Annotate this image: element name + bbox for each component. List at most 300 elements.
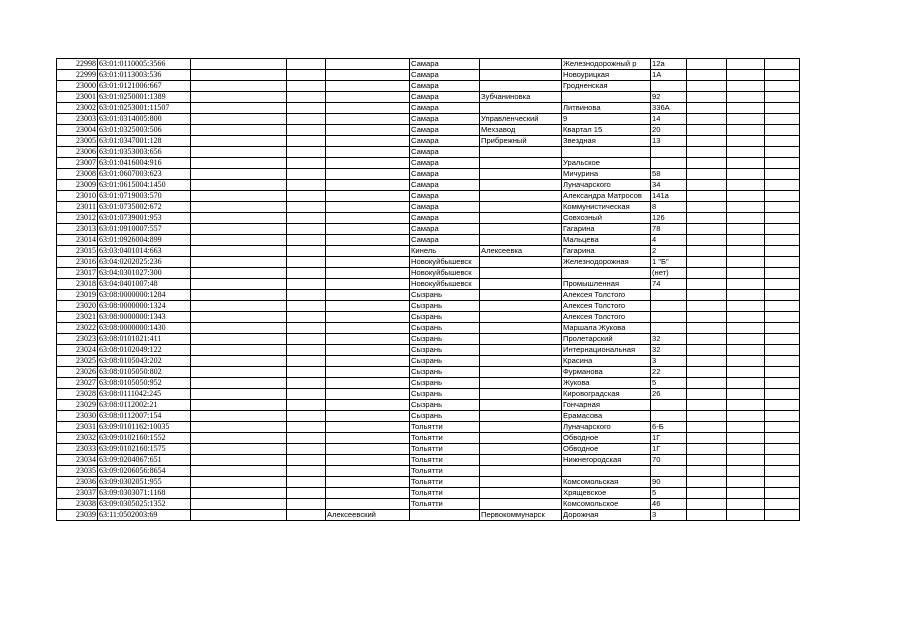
cell-col-d xyxy=(287,180,326,191)
cell-row-number: 23020 xyxy=(57,301,98,312)
table-row xyxy=(57,422,800,433)
cell-district xyxy=(326,59,410,70)
cell-col-c xyxy=(191,279,287,290)
cell-city: Новокуйбышевск xyxy=(410,279,480,290)
cell-col-k xyxy=(727,257,765,268)
cell-col-d xyxy=(287,488,326,499)
table-row xyxy=(57,356,800,367)
table-row xyxy=(57,510,800,521)
cell-col-c xyxy=(191,224,287,235)
cell-street: Железнодорожный р xyxy=(562,59,651,70)
table-body xyxy=(57,59,800,521)
cell-cadastral-number: 63:01:0325003:506 xyxy=(98,125,191,136)
cell-row-number: 23015 xyxy=(57,246,98,257)
cell-col-d xyxy=(287,455,326,466)
cell-district xyxy=(326,103,410,114)
cell-settlement xyxy=(480,499,562,510)
cell-street: Хрящевское xyxy=(562,488,651,499)
cell-street: Мичурина xyxy=(562,169,651,180)
table-row xyxy=(57,290,800,301)
cell-street: Фурманова xyxy=(562,367,651,378)
cell-col-l xyxy=(765,499,800,510)
cell-col-d xyxy=(287,92,326,103)
cell-col-d xyxy=(287,114,326,125)
cell-street: Комсомольское xyxy=(562,499,651,510)
cell-row-number: 23032 xyxy=(57,433,98,444)
cell-cadastral-number: 63:03:0401014:663 xyxy=(98,246,191,257)
cell-col-j xyxy=(687,378,727,389)
cell-house: 32 xyxy=(651,334,687,345)
cell-col-k xyxy=(727,268,765,279)
cell-col-c xyxy=(191,213,287,224)
cell-col-j xyxy=(687,477,727,488)
cell-col-l xyxy=(765,323,800,334)
cell-col-k xyxy=(727,422,765,433)
cell-house xyxy=(651,81,687,92)
cell-col-l xyxy=(765,290,800,301)
cell-house: 1Г xyxy=(651,433,687,444)
cell-street: Кировоградская xyxy=(562,389,651,400)
cell-settlement xyxy=(480,466,562,477)
cell-district xyxy=(326,312,410,323)
table-row xyxy=(57,136,800,147)
cell-street xyxy=(562,268,651,279)
cell-settlement xyxy=(480,455,562,466)
cell-col-k xyxy=(727,92,765,103)
cell-house: 5 xyxy=(651,378,687,389)
cell-col-d xyxy=(287,466,326,477)
cell-col-j xyxy=(687,202,727,213)
cell-col-d xyxy=(287,301,326,312)
cell-city: Сызрань xyxy=(410,378,480,389)
cell-col-c xyxy=(191,301,287,312)
cell-col-d xyxy=(287,213,326,224)
table-row xyxy=(57,268,800,279)
cell-district xyxy=(326,411,410,422)
cell-district xyxy=(326,202,410,213)
cell-col-c xyxy=(191,125,287,136)
cell-house xyxy=(651,411,687,422)
cell-street: 9 xyxy=(562,114,651,125)
cell-street: Новоурицкая xyxy=(562,70,651,81)
cell-city: Сызрань xyxy=(410,290,480,301)
cell-col-l xyxy=(765,180,800,191)
cell-col-k xyxy=(727,367,765,378)
cell-settlement xyxy=(480,59,562,70)
cell-district xyxy=(326,334,410,345)
cell-settlement xyxy=(480,334,562,345)
cell-col-l xyxy=(765,59,800,70)
cell-cadastral-number: 63:01:0735002:672 xyxy=(98,202,191,213)
table-row xyxy=(57,70,800,81)
cell-col-k xyxy=(727,235,765,246)
cell-street: Комсомольская xyxy=(562,477,651,488)
cell-col-l xyxy=(765,257,800,268)
table-row xyxy=(57,257,800,268)
cell-settlement xyxy=(480,411,562,422)
cell-col-k xyxy=(727,224,765,235)
cell-cadastral-number: 63:01:0615004:1450 xyxy=(98,180,191,191)
cell-city: Самара xyxy=(410,114,480,125)
cell-cadastral-number: 63:08:0102049:122 xyxy=(98,345,191,356)
cell-cadastral-number: 63:01:0607003:623 xyxy=(98,169,191,180)
cell-row-number: 22998 xyxy=(57,59,98,70)
cell-col-l xyxy=(765,136,800,147)
cell-city: Самара xyxy=(410,169,480,180)
cell-street: Обводное xyxy=(562,444,651,455)
cell-cadastral-number: 63:08:0105050:952 xyxy=(98,378,191,389)
cell-house: 46 xyxy=(651,499,687,510)
cell-city: Тольятти xyxy=(410,466,480,477)
cell-house: 74 xyxy=(651,279,687,290)
cell-district xyxy=(326,422,410,433)
cell-city: Кинель xyxy=(410,246,480,257)
cell-district xyxy=(326,499,410,510)
cell-settlement xyxy=(480,147,562,158)
cell-col-d xyxy=(287,290,326,301)
cell-col-k xyxy=(727,147,765,158)
cell-row-number: 23022 xyxy=(57,323,98,334)
cell-col-k xyxy=(727,246,765,257)
cell-street xyxy=(562,92,651,103)
cell-house: 1 "Б" xyxy=(651,257,687,268)
cell-district xyxy=(326,70,410,81)
cell-street: Гагарина xyxy=(562,224,651,235)
cell-district: Алексеевский xyxy=(326,510,410,521)
cell-col-k xyxy=(727,125,765,136)
cell-row-number: 23005 xyxy=(57,136,98,147)
cell-settlement xyxy=(480,81,562,92)
table-row xyxy=(57,488,800,499)
cell-col-k xyxy=(727,279,765,290)
cell-district xyxy=(326,136,410,147)
cell-settlement xyxy=(480,433,562,444)
cell-col-c xyxy=(191,180,287,191)
cell-street: Пролетарский xyxy=(562,334,651,345)
cell-col-j xyxy=(687,246,727,257)
cell-col-c xyxy=(191,246,287,257)
cell-col-l xyxy=(765,213,800,224)
cell-row-number: 23009 xyxy=(57,180,98,191)
cell-row-number: 23023 xyxy=(57,334,98,345)
cell-city: Сызрань xyxy=(410,356,480,367)
cell-col-l xyxy=(765,125,800,136)
cell-col-d xyxy=(287,147,326,158)
table-row xyxy=(57,312,800,323)
cell-house: 3 xyxy=(651,510,687,521)
cell-street: Литвинова xyxy=(562,103,651,114)
cell-col-c xyxy=(191,345,287,356)
cell-settlement xyxy=(480,301,562,312)
cell-row-number: 23024 xyxy=(57,345,98,356)
cell-settlement xyxy=(480,158,562,169)
table-row xyxy=(57,301,800,312)
cell-city: Самара xyxy=(410,213,480,224)
cell-house xyxy=(651,158,687,169)
cell-settlement xyxy=(480,389,562,400)
cell-col-l xyxy=(765,147,800,158)
cell-cadastral-number: 63:08:0000000:1284 xyxy=(98,290,191,301)
cell-col-l xyxy=(765,301,800,312)
cell-col-k xyxy=(727,81,765,92)
cell-col-d xyxy=(287,202,326,213)
cell-street: Совхозный xyxy=(562,213,651,224)
cell-settlement xyxy=(480,70,562,81)
cell-col-l xyxy=(765,81,800,92)
cell-district xyxy=(326,180,410,191)
cell-row-number: 23018 xyxy=(57,279,98,290)
cell-col-d xyxy=(287,169,326,180)
cell-settlement: Мехзавод xyxy=(480,125,562,136)
cell-col-d xyxy=(287,499,326,510)
cell-district xyxy=(326,389,410,400)
cell-col-l xyxy=(765,334,800,345)
cell-col-c xyxy=(191,510,287,521)
cell-col-c xyxy=(191,334,287,345)
cell-col-l xyxy=(765,510,800,521)
cell-col-c xyxy=(191,477,287,488)
cell-col-c xyxy=(191,103,287,114)
cell-settlement xyxy=(480,235,562,246)
cell-settlement xyxy=(480,356,562,367)
cell-col-j xyxy=(687,191,727,202)
cell-col-k xyxy=(727,455,765,466)
cell-row-number: 23010 xyxy=(57,191,98,202)
cell-house xyxy=(651,147,687,158)
cell-row-number: 23013 xyxy=(57,224,98,235)
cell-col-k xyxy=(727,158,765,169)
cell-col-j xyxy=(687,125,727,136)
cell-col-c xyxy=(191,411,287,422)
cell-col-c xyxy=(191,158,287,169)
cell-city: Тольятти xyxy=(410,499,480,510)
cell-col-k xyxy=(727,400,765,411)
cell-col-d xyxy=(287,444,326,455)
cell-col-d xyxy=(287,477,326,488)
cell-district xyxy=(326,158,410,169)
cell-col-l xyxy=(765,488,800,499)
cell-row-number: 23036 xyxy=(57,477,98,488)
cell-col-l xyxy=(765,312,800,323)
cell-col-k xyxy=(727,213,765,224)
cell-street: Дорожная xyxy=(562,510,651,521)
table-row xyxy=(57,103,800,114)
cell-col-d xyxy=(287,312,326,323)
cell-city: Самара xyxy=(410,202,480,213)
cell-cadastral-number: 63:08:0000000:1343 xyxy=(98,312,191,323)
cell-district xyxy=(326,213,410,224)
cell-district xyxy=(326,455,410,466)
cell-district xyxy=(326,356,410,367)
cell-cadastral-number: 63:08:0112007:154 xyxy=(98,411,191,422)
table-row xyxy=(57,114,800,125)
cell-row-number: 23029 xyxy=(57,400,98,411)
cell-row-number: 23016 xyxy=(57,257,98,268)
cell-col-d xyxy=(287,433,326,444)
table-row xyxy=(57,477,800,488)
cell-col-k xyxy=(727,466,765,477)
cell-street: Алексея Толстого xyxy=(562,290,651,301)
cell-city: Сызрань xyxy=(410,411,480,422)
cell-cadastral-number: 63:08:0000000:1324 xyxy=(98,301,191,312)
cell-district xyxy=(326,279,410,290)
cell-col-j xyxy=(687,158,727,169)
cell-row-number: 23037 xyxy=(57,488,98,499)
cell-col-l xyxy=(765,92,800,103)
cell-district xyxy=(326,169,410,180)
cell-col-k xyxy=(727,202,765,213)
cell-settlement xyxy=(480,180,562,191)
cell-district xyxy=(326,477,410,488)
table-row xyxy=(57,279,800,290)
cell-cadastral-number: 63:11:0502003:69 xyxy=(98,510,191,521)
cell-col-k xyxy=(727,477,765,488)
cell-street: Железнодорожная xyxy=(562,257,651,268)
cell-district xyxy=(326,433,410,444)
cell-city: Самара xyxy=(410,191,480,202)
cell-cadastral-number: 63:01:0416004:916 xyxy=(98,158,191,169)
cell-col-c xyxy=(191,444,287,455)
cell-city: Самара xyxy=(410,158,480,169)
cell-house: 1А xyxy=(651,70,687,81)
cell-city: Сызрань xyxy=(410,323,480,334)
cell-city: Самара xyxy=(410,147,480,158)
cell-cadastral-number: 63:01:0719003:570 xyxy=(98,191,191,202)
cell-cadastral-number: 63:01:0353003:656 xyxy=(98,147,191,158)
cell-row-number: 23014 xyxy=(57,235,98,246)
cell-cadastral-number: 63:04:0301027:300 xyxy=(98,268,191,279)
table-row xyxy=(57,169,800,180)
cell-city: Тольятти xyxy=(410,433,480,444)
cell-col-j xyxy=(687,213,727,224)
cell-row-number: 23039 xyxy=(57,510,98,521)
table-row xyxy=(57,433,800,444)
cell-col-d xyxy=(287,356,326,367)
cell-cadastral-number: 63:08:0000000:1430 xyxy=(98,323,191,334)
cell-city: Сызрань xyxy=(410,345,480,356)
cell-house: 90 xyxy=(651,477,687,488)
cell-city: Самара xyxy=(410,180,480,191)
cell-col-l xyxy=(765,466,800,477)
cell-cadastral-number: 63:01:0250001:1389 xyxy=(98,92,191,103)
cell-city: Тольятти xyxy=(410,455,480,466)
cell-street xyxy=(562,147,651,158)
cell-col-d xyxy=(287,411,326,422)
cell-col-j xyxy=(687,455,727,466)
cell-col-c xyxy=(191,202,287,213)
cell-city: Самара xyxy=(410,103,480,114)
table-row xyxy=(57,444,800,455)
cell-row-number: 23038 xyxy=(57,499,98,510)
cell-col-j xyxy=(687,59,727,70)
cell-settlement xyxy=(480,367,562,378)
cell-col-j xyxy=(687,268,727,279)
cell-col-d xyxy=(287,378,326,389)
cell-col-k xyxy=(727,136,765,147)
cell-col-j xyxy=(687,257,727,268)
cell-col-c xyxy=(191,235,287,246)
cell-district xyxy=(326,81,410,92)
cell-col-d xyxy=(287,389,326,400)
cell-street: Обводное xyxy=(562,433,651,444)
cell-cadastral-number: 63:09:0303071:1168 xyxy=(98,488,191,499)
table-row xyxy=(57,202,800,213)
cell-district xyxy=(326,246,410,257)
cell-col-k xyxy=(727,411,765,422)
cell-city: Сызрань xyxy=(410,312,480,323)
cell-settlement xyxy=(480,202,562,213)
cell-col-k xyxy=(727,114,765,125)
cell-col-k xyxy=(727,191,765,202)
cell-col-c xyxy=(191,268,287,279)
cell-col-c xyxy=(191,488,287,499)
cell-col-c xyxy=(191,147,287,158)
cell-col-c xyxy=(191,81,287,92)
cell-cadastral-number: 63:08:0105050:802 xyxy=(98,367,191,378)
table-row xyxy=(57,224,800,235)
cell-col-j xyxy=(687,356,727,367)
cell-city xyxy=(410,510,480,521)
cell-col-j xyxy=(687,444,727,455)
cell-col-j xyxy=(687,301,727,312)
cell-col-j xyxy=(687,290,727,301)
cell-street: Александра Матросов xyxy=(562,191,651,202)
cell-district xyxy=(326,444,410,455)
cell-col-l xyxy=(765,477,800,488)
cell-district xyxy=(326,488,410,499)
cell-col-j xyxy=(687,180,727,191)
cell-settlement xyxy=(480,191,562,202)
cell-district xyxy=(326,114,410,125)
cell-street: Жукова xyxy=(562,378,651,389)
cell-row-number: 23008 xyxy=(57,169,98,180)
cell-city: Сызрань xyxy=(410,400,480,411)
cell-street: Алексея Толстого xyxy=(562,312,651,323)
cell-settlement xyxy=(480,422,562,433)
cell-col-l xyxy=(765,103,800,114)
cell-street: Уральское xyxy=(562,158,651,169)
cell-city: Тольятти xyxy=(410,477,480,488)
cell-house: 141а xyxy=(651,191,687,202)
cell-settlement xyxy=(480,444,562,455)
cell-cadastral-number: 63:04:0401007:48 xyxy=(98,279,191,290)
cell-district xyxy=(326,400,410,411)
cell-street: Интернациональная xyxy=(562,345,651,356)
cell-row-number: 23025 xyxy=(57,356,98,367)
table-row xyxy=(57,92,800,103)
table-row xyxy=(57,191,800,202)
cell-district xyxy=(326,345,410,356)
cell-col-d xyxy=(287,136,326,147)
cell-district xyxy=(326,466,410,477)
cell-col-l xyxy=(765,444,800,455)
cell-cadastral-number: 63:01:0110005:3566 xyxy=(98,59,191,70)
cell-house: 12а xyxy=(651,59,687,70)
cell-col-c xyxy=(191,290,287,301)
cell-cadastral-number: 63:01:0121006:667 xyxy=(98,81,191,92)
cell-col-k xyxy=(727,290,765,301)
cell-col-l xyxy=(765,246,800,257)
cell-settlement xyxy=(480,268,562,279)
cell-col-c xyxy=(191,114,287,125)
cell-row-number: 23035 xyxy=(57,466,98,477)
cell-row-number: 23000 xyxy=(57,81,98,92)
cell-street: Мальцева xyxy=(562,235,651,246)
cell-col-k xyxy=(727,59,765,70)
cell-cadastral-number: 63:01:0739001:953 xyxy=(98,213,191,224)
table-row xyxy=(57,389,800,400)
cell-col-j xyxy=(687,224,727,235)
